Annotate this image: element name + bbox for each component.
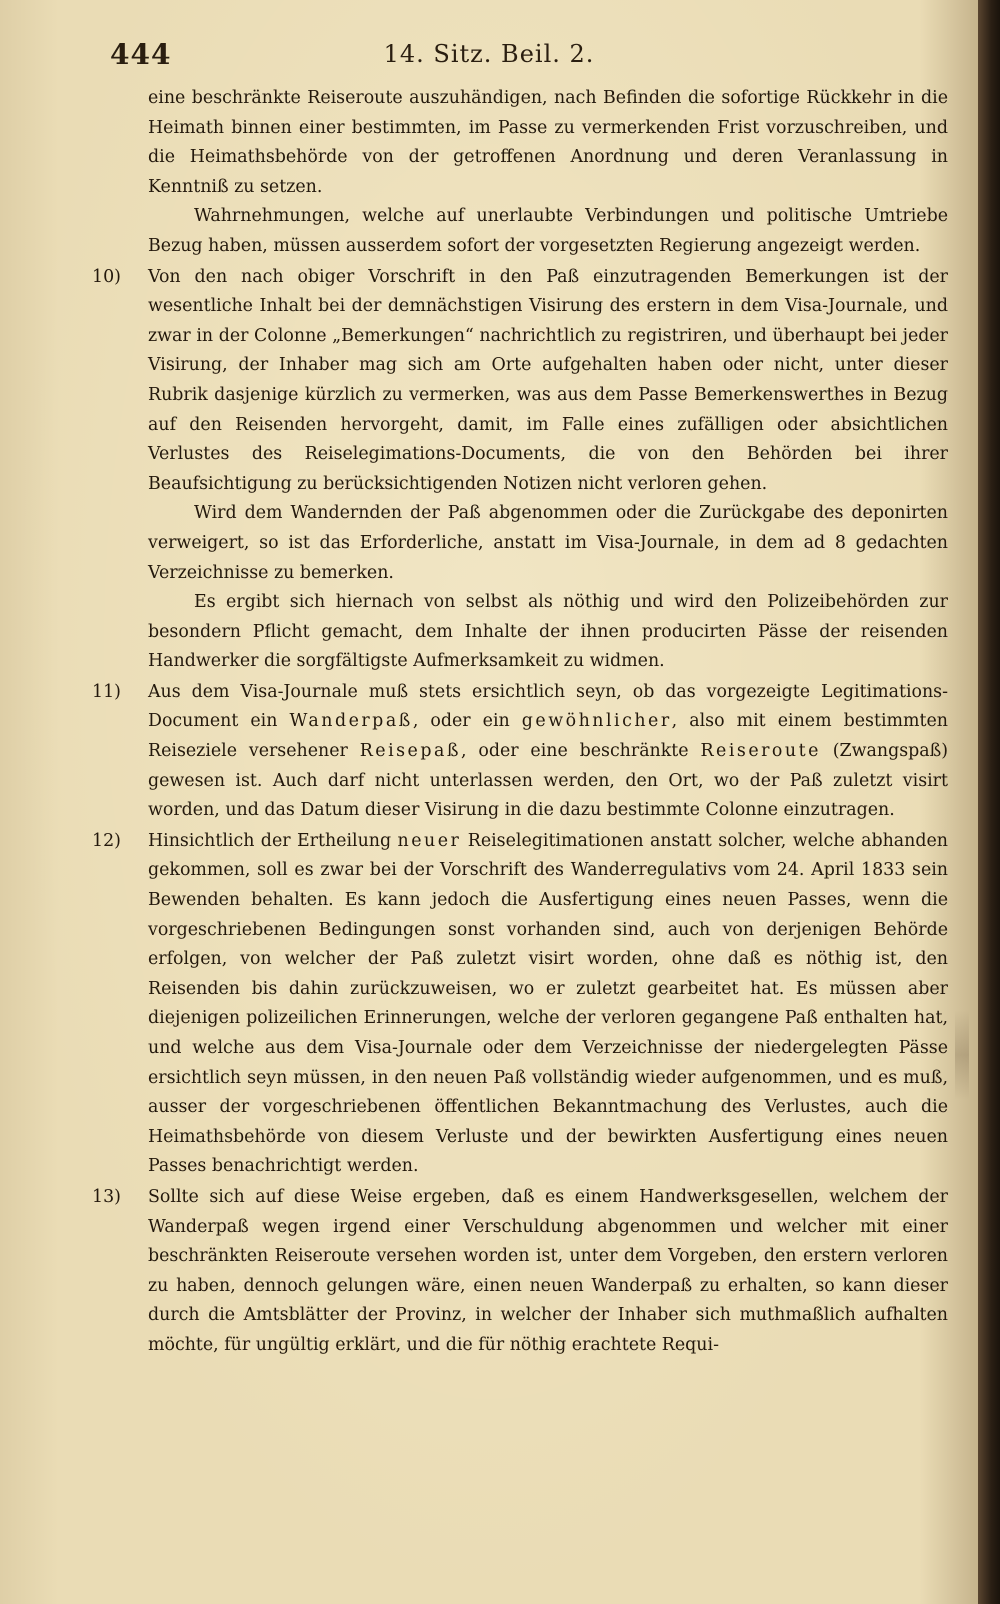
spaced-term: gewöhnlicher [521, 711, 672, 732]
section-number: 12) [92, 830, 121, 851]
running-head: 14. Sitz. Beil. 2. [383, 40, 595, 68]
section-13-paragraph: Sollte sich auf diese Weise ergeben, daß es einem Handwerksgesellen, welchem der Wanderpaß wegen irgend einer Verschuldung abgenommen und welcher mit einer beschränkten Reiseroute versehen worden ist, unter dem Vorgeben, den erstern verloren zu haben, dennoch gelungen wäre, einen neuen Wanderpaß zu erhalten, so kann dieser durch die Amtsblätter der Provinz, in welcher der Inhaber sich muthmaßlich aufhalten möchte, für ungültig erklärt, und die für nöthig erachtete Requi- [148, 1186, 948, 1355]
section-11 [92, 678, 949, 826]
spaced-term: Reisepaß [359, 741, 461, 762]
section-10-paragraph-1: Von den nach obiger Vorschrift in den Paß einzutragenden Bemerkungen ist der wesentliche Inhalt bei der demnächstigen Visirung des erstern in dem Visa-Journale, und zwar in der Colonne „Bemerkungen“ nachrichtlich zu registriren, und überhaupt bei jeder Visirung, der Inhaber mag sich am Orte aufgehalten haben oder nicht, unter dieser Rubrik dasjenige kürzlich zu vermerken, was aus dem Passe Bemerkenswerthes in Bezug auf den Reisenden hervorgeht, damit, im Falle eines zufälligen oder absichtlichen Verlustes des Reiselegimations-Documents, die von den Behörden bei ihrer Beaufsichtigung zu berücksichtigenden Notizen nicht verloren gehen. [148, 266, 948, 494]
text-run: , oder eine beschränkte [460, 741, 689, 762]
intro-paragraph-1: eine beschränkte Reiseroute auszuhändigen, nach Befinden die sofortige Rückkehr in die Heimath binnen einer bestimmten, im Passe zu vermerkenden Frist vorzuschreiben, und die Heimathsbehörde von der getroffenen Anordnung und deren Veranlassung in Kenntniß zu setzen. [148, 88, 948, 197]
text-run: Reiselegitimationen anstatt solcher, welche abhanden gekommen, soll es zwar bei der Vorschrift des Wanderregulativs vom 24. April 1833 sein Bewenden behalten. Es kann jedoch die Ausfertigung eines neuen Passes, wenn die vorgeschriebenen Bedingungen sonst vorhanden sind, auch von derjenigen Behörde erfolgen, von welcher der Paß zuletzt visirt worden, ohne daß es nöthig ist, den Reisenden bis dahin zurückzuweisen, wo er zuletzt gearbeitet hat. Es müssen aber diejenigen polizeilichen Erinnerungen, welche der verloren gegangene Paß enthalten hat, und welche aus dem Visa-Journale oder dem Verzeichnisse der niedergelegten Pässe ersichtlich seyn müssen, in den neuen Paß vollständig wieder aufgenommen, und es muß, ausser der vorgeschriebenen öffentlichen Bekanntmachung des Verlustes, auch die Heimathsbehörde von diesem Verluste und der bewirkten Ausfertigung eines neuen Passes benachrichtigt werden. [148, 830, 948, 1177]
section-10 [92, 263, 948, 677]
section-11-paragraph [148, 678, 948, 826]
book-spine-shadow [978, 0, 1000, 1604]
section-13 [92, 1183, 948, 1361]
section-number: 11) [92, 681, 121, 702]
text-run: Hinsichtlich der Ertheilung [148, 830, 392, 851]
page-number: 444 [110, 38, 172, 71]
section-number: 10) [92, 266, 121, 287]
text-run: , also mit einem bestimmten Reiseziele versehener [148, 711, 948, 762]
text-run: , oder ein [412, 711, 510, 732]
spaced-term: neuer [397, 830, 462, 851]
section-10-paragraph-2: Wird dem Wandernden der Paß abgenommen oder die Zurückgabe des deponirten verweigert, so ist das Erforderliche, anstatt im Visa-Journale, in dem ad 8 gedachten Verzeichnisse zu bemerken. [148, 503, 948, 583]
page-body [92, 84, 949, 1361]
paper-crease [955, 1010, 969, 1100]
section-12-paragraph [148, 827, 948, 1182]
section-number: 13) [92, 1186, 121, 1207]
intro-paragraph-2: Wahrnehmungen, welche auf unerlaubte Verbindungen und politische Umtriebe Bezug haben, müssen ausserdem sofort der vorgesetzten Regierung angezeigt werden. [148, 206, 948, 256]
section-10-paragraph-3: Es ergibt sich hiernach von selbst als nöthig und wird den Polizeibehörden zur besondern Pflicht gemacht, dem Inhalte der ihnen producirten Pässe der reisenden Handwerker die sorgfältigste Aufmerksamkeit zu widmen. [148, 592, 948, 672]
text-run: (Zwangspaß) gewesen ist. Auch darf nicht unterlassen werden, den Ort, wo der Paß zuletzt visirt worden, und das Datum dieser Visirung in die dazu bestimmte Colonne einzutragen. [148, 741, 949, 821]
text-run: Aus dem Visa-Journale muß stets ersichtlich seyn, ob das vorgezeigte Legitimations-Document ein [148, 681, 948, 732]
section-12 [92, 827, 948, 1182]
spaced-term: Reiseroute [700, 741, 821, 762]
spaced-term: Wanderpaß [289, 711, 413, 732]
page-header [0, 38, 978, 78]
